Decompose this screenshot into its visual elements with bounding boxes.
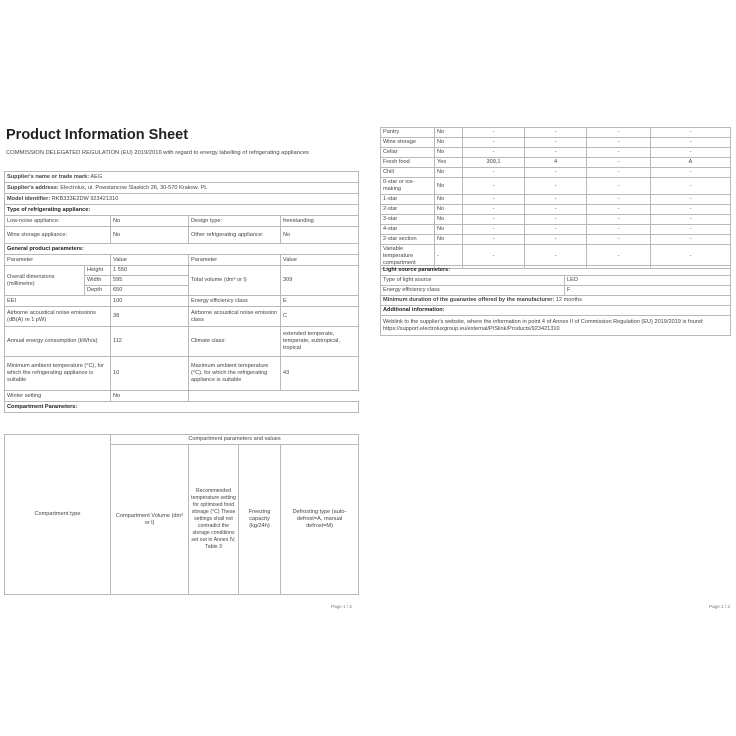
climate-class-label: Climate class: [189, 327, 281, 357]
light-type-label: Type of light source [381, 276, 565, 286]
compartment-name: Wine storage [381, 138, 435, 148]
compartment-temp: - [525, 138, 587, 148]
light-heading: Light source parameters: [381, 266, 731, 276]
other-appliance-value: No [281, 227, 359, 244]
col-parameter-2: Parameter [189, 255, 281, 266]
noise-emissions-label: Airborne acoustical noise emissions (dB(A) re 1 pW) [5, 307, 111, 327]
light-info-table [380, 265, 731, 336]
compartment-temp: - [525, 245, 587, 269]
compartment-freezing: - [587, 128, 651, 138]
compartment-name: Variable temperature compartment [381, 245, 435, 269]
comp-volume-header: Compartment Volume (dm³ or l) [111, 445, 189, 595]
compartment-defrost: A [651, 158, 731, 168]
compartment-temp: - [525, 128, 587, 138]
compartment-row [381, 205, 731, 215]
compartment-temp: - [525, 148, 587, 158]
compartment-temp: - [525, 205, 587, 215]
compartment-name: 2-star [381, 205, 435, 215]
compartment-volume: - [463, 148, 525, 158]
compartment-defrost: - [651, 215, 731, 225]
compartment-freezing: - [587, 158, 651, 168]
compartment-temp: - [525, 168, 587, 178]
compartment-volume: - [463, 245, 525, 269]
total-volume-value: 309 [281, 266, 359, 296]
compartment-present: No [435, 168, 463, 178]
supplier-name-row: Supplier's name or trade mark: AEG [5, 172, 359, 183]
compartment-temp: - [525, 235, 587, 245]
compartment-defrost: - [651, 148, 731, 158]
compartment-present: No [435, 138, 463, 148]
compartment-freezing: - [587, 245, 651, 269]
compartment-name: 3-star [381, 215, 435, 225]
compartment-freezing: - [587, 178, 651, 195]
compartment-volume: - [463, 195, 525, 205]
compartment-freezing: - [587, 148, 651, 158]
model-identifier-row: Model identifier: RKB333E2DW 923421310 [5, 194, 359, 205]
page-number-1: Page 1 / 2 [331, 604, 352, 609]
compartment-present: No [435, 195, 463, 205]
width-label: Width [85, 276, 111, 286]
wine-storage-label: Wine storage appliance: [5, 227, 111, 244]
compartment-volume: - [463, 178, 525, 195]
compartment-values-table [380, 127, 731, 269]
depth-value: 650 [111, 286, 189, 296]
compartment-volume: - [463, 225, 525, 235]
compartment-row [381, 168, 731, 178]
energy-class-value: E [281, 296, 359, 307]
compartment-row [381, 225, 731, 235]
compartment-volume: 309,1 [463, 158, 525, 168]
compartment-name: 2-star section [381, 235, 435, 245]
design-type-value: freestanding [281, 216, 359, 227]
compartment-row [381, 195, 731, 205]
compartment-defrost: - [651, 138, 731, 148]
compartment-volume: - [463, 205, 525, 215]
compartment-name: Cellar [381, 148, 435, 158]
compartment-present: - [435, 245, 463, 269]
compartment-row [381, 138, 731, 148]
freezing-capacity-header: Freezing capacity (kg/24h) [239, 445, 281, 595]
eei-label: EEI [5, 296, 111, 307]
compartment-present: No [435, 225, 463, 235]
regulation-text: COMMISSION DELEGATED REGULATION (EU) 2019/2016 with regard to energy labelling of refrigerating appliances [6, 150, 309, 156]
width-value: 595 [111, 276, 189, 286]
compartment-temp: 4 [525, 158, 587, 168]
winter-setting-value: No [111, 391, 189, 402]
compartment-present: No [435, 128, 463, 138]
min-temp-label: Minimum ambient temperature (°C), for which the refrigerating appliance is suitable [5, 357, 111, 391]
page-1 [2, 123, 358, 613]
type-heading: Type of refrigerating appliance: [5, 205, 359, 216]
low-noise-label: Low-noise appliance: [5, 216, 111, 227]
compartment-present: No [435, 215, 463, 225]
compartment-defrost: - [651, 245, 731, 269]
height-label: Height [85, 266, 111, 276]
compartment-row [381, 148, 731, 158]
comp-params-values-header: Compartment parameters and values [111, 435, 359, 445]
annual-energy-value: 112 [111, 327, 189, 357]
compartment-defrost: - [651, 205, 731, 215]
compartment-defrost: - [651, 195, 731, 205]
col-value: Value [111, 255, 189, 266]
compartment-defrost: - [651, 178, 731, 195]
compartment-temp: - [525, 215, 587, 225]
noise-class-value: C [281, 307, 359, 327]
compartment-freezing: - [587, 235, 651, 245]
rec-temp-header: Recommended temperature setting for optimised food storage (°C) These settings shall not contradict the storage conditions set out in Annex IV, Table 3 [189, 445, 239, 595]
compartment-temp: - [525, 195, 587, 205]
compartment-freezing: - [587, 138, 651, 148]
climate-class-value: extended temperate, temperate, subtropical, tropical [281, 327, 359, 357]
compartment-header-table [4, 434, 359, 595]
compartment-defrost: - [651, 225, 731, 235]
product-info-table [4, 171, 359, 413]
energy-class-label: Energy efficiency class [189, 296, 281, 307]
compartment-volume: - [463, 138, 525, 148]
compartment-defrost: - [651, 128, 731, 138]
total-volume-label: Total volume (dm³ or l) [189, 266, 281, 296]
light-type-value: LED [565, 276, 731, 286]
light-class-label: Energy efficiency class [381, 286, 565, 296]
max-temp-label: Maximum ambient temperature (°C), for which the refrigerating appliance is suitable [189, 357, 281, 391]
general-heading: General product parameters: [5, 244, 359, 255]
compartment-row [381, 235, 731, 245]
compartment-freezing: - [587, 215, 651, 225]
depth-label: Depth [85, 286, 111, 296]
compartment-present: Yes [435, 158, 463, 168]
compartment-defrost: - [651, 168, 731, 178]
compartment-present: No [435, 235, 463, 245]
noise-emissions-value: 38 [111, 307, 189, 327]
page-2 [380, 123, 734, 613]
compartment-volume: - [463, 168, 525, 178]
compartment-rows [381, 128, 731, 269]
compartment-freezing: - [587, 168, 651, 178]
light-class-value: F [565, 286, 731, 296]
compartment-name: 1-star [381, 195, 435, 205]
compartment-freezing: - [587, 205, 651, 215]
compartment-present: No [435, 205, 463, 215]
compartment-type-header: Compartment type [5, 435, 111, 595]
compartment-temp: - [525, 178, 587, 195]
compartment-present: No [435, 148, 463, 158]
additional-heading: Additional information: [381, 306, 731, 316]
compartment-heading: Compartment Parameters: [5, 402, 359, 413]
col-parameter: Parameter [5, 255, 111, 266]
col-value-2: Value [281, 255, 359, 266]
compartment-name: 0-star or ice-making [381, 178, 435, 195]
compartment-name: 4-star [381, 225, 435, 235]
compartment-temp: - [525, 225, 587, 235]
weblink-url[interactable]: https://support.electroluxgroup.eu/external/PISlink/Products/923421310 [383, 325, 560, 332]
height-value: 1 550 [111, 266, 189, 276]
annual-energy-label: Annual energy consumption (kWh/a) [5, 327, 111, 357]
compartment-present: No [435, 178, 463, 195]
page-number-2: Page 2 / 2 [709, 604, 730, 609]
weblink-row: Weblink to the supplier's website, where the information in point 4 of Annex II of Commission Regulation (EU) 2019/2019 is found: https://support.electroluxgroup.eu/external/PISlink/Products/923421310 [381, 316, 731, 336]
overall-dimensions-label: Overall dimensions (millimetre) [5, 266, 85, 296]
design-type-label: Design type: [189, 216, 281, 227]
min-temp-value: 10 [111, 357, 189, 391]
compartment-row [381, 178, 731, 195]
noise-class-label: Airborne acoustical noise emission class [189, 307, 281, 327]
sheet-title: Product Information Sheet [6, 127, 189, 143]
defrosting-type-header: Defrosting type (auto-defrost=A, manual defrost=M) [281, 445, 359, 595]
other-appliance-label: Other refrigerating appliance: [189, 227, 281, 244]
compartment-row [381, 158, 731, 168]
eei-value: 100 [111, 296, 189, 307]
compartment-row [381, 128, 731, 138]
compartment-volume: - [463, 128, 525, 138]
compartment-name: Pantry [381, 128, 435, 138]
max-temp-value: 43 [281, 357, 359, 391]
compartment-row [381, 215, 731, 225]
low-noise-value: No [111, 216, 189, 227]
compartment-volume: - [463, 215, 525, 225]
compartment-name: Chill [381, 168, 435, 178]
compartment-name: Fresh food [381, 158, 435, 168]
compartment-volume: - [463, 235, 525, 245]
guarantee-row: Minimum duration of the guarantee offered by the manufacturer: 12 months [381, 296, 731, 306]
winter-setting-label: Winter setting [5, 391, 111, 402]
supplier-address-row: Supplier's address: Electrolux, ul. Powstancow Slaskich 26, 30-570 Krakow, PL [5, 183, 359, 194]
compartment-freezing: - [587, 195, 651, 205]
compartment-defrost: - [651, 235, 731, 245]
compartment-freezing: - [587, 225, 651, 235]
wine-storage-value: No [111, 227, 189, 244]
